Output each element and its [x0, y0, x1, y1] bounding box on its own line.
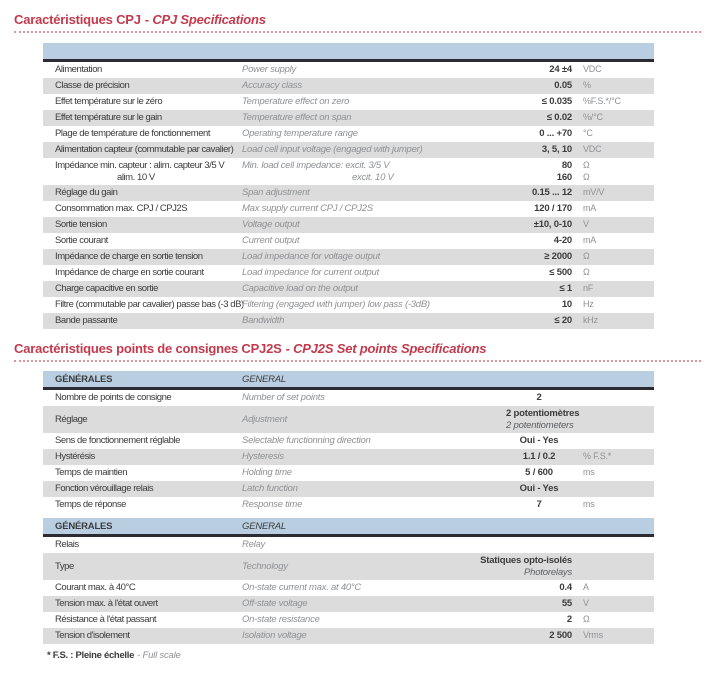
cell-line: 0 ... +70	[539, 128, 572, 140]
spec-cell-en	[242, 435, 460, 447]
spec-cell-fr	[55, 315, 242, 327]
cpj2s-setpoints-title	[14, 341, 701, 362]
spec-cell-val	[460, 614, 572, 626]
cell-line: Bande passante	[55, 315, 118, 327]
cell-line: 2 500	[549, 630, 572, 642]
cpj-specs-title	[14, 12, 701, 33]
header-label-en: GENERAL	[242, 373, 287, 385]
cell-line: ≤ 0.035	[541, 96, 572, 108]
cell-line: ms	[583, 467, 595, 478]
spec-cell-fr	[55, 483, 242, 495]
spec-cell-en	[242, 283, 460, 295]
cell-line: Vrms	[583, 630, 603, 641]
cell-line: 160	[556, 171, 572, 183]
spec-cell-unit	[572, 315, 638, 327]
spec-cell-unit	[572, 598, 638, 610]
spec-cell-fr	[55, 561, 242, 573]
spec-cell-unit	[572, 467, 638, 479]
cell-line: Technology	[242, 560, 288, 572]
cell-line: °C	[583, 128, 593, 139]
table-header-bar	[43, 371, 654, 390]
cell-line: 2	[536, 392, 542, 404]
cell-line: Fonction vérouillage relais	[55, 483, 154, 495]
cell-line: Relais	[55, 539, 79, 551]
spec-row	[43, 110, 654, 126]
cell-line: Holding time	[242, 467, 292, 479]
cell-line: excit. 10 V	[352, 171, 394, 183]
spec-cell-unit	[572, 499, 638, 511]
cell-line: 2 potentiomètres	[506, 408, 580, 419]
spec-row	[43, 233, 654, 249]
cell-line: V	[583, 219, 589, 230]
spec-row	[43, 580, 654, 596]
cell-line: Sens de fonctionnement réglable	[55, 435, 180, 447]
cell-line: Adjustment	[242, 413, 288, 425]
cell-line: Alimentation capteur (commutable par cavalier)	[55, 144, 234, 156]
spec-cell-en	[242, 392, 460, 404]
spec-cell-fr	[55, 283, 242, 295]
spec-row	[43, 628, 654, 644]
spec-cell-fr	[55, 598, 242, 610]
cell-line: Ω	[583, 160, 590, 170]
cell-line: On-state resistance	[242, 614, 320, 626]
spec-cell-fr	[55, 251, 242, 263]
spec-cell-unit	[572, 80, 638, 92]
cpj2s-setpoints-table	[43, 371, 654, 644]
spec-cell-val	[460, 582, 572, 594]
cell-line: ≥ 2000	[544, 251, 572, 263]
cell-line: 1.1 / 0.2	[522, 451, 556, 463]
cell-line: nF	[583, 283, 594, 294]
spec-cell-unit	[572, 614, 638, 626]
spec-cell-en	[242, 128, 460, 140]
spec-cell-val	[460, 80, 572, 92]
cell-line: 3, 5, 10	[541, 144, 572, 156]
spec-cell-en	[242, 235, 460, 247]
spec-cell-unit	[572, 251, 638, 263]
cell-line: Bandwidth	[242, 315, 285, 327]
cell-line: kHz	[583, 315, 598, 326]
spec-cell-val	[460, 112, 572, 124]
spec-row	[43, 265, 654, 281]
cell-line: Réglage	[55, 413, 88, 425]
cell-line: Oui - Yes	[519, 435, 559, 447]
spec-cell-fr	[55, 112, 242, 124]
table-header-bar	[43, 43, 654, 62]
spec-cell-en	[242, 614, 460, 626]
cell-line: Impédance min. capteur : alim. capteur 3/5 V	[55, 160, 225, 171]
full-scale-footnote	[47, 650, 709, 661]
cell-line: On-state current max. at 40°C	[242, 582, 362, 594]
spec-row	[43, 78, 654, 94]
spec-cell-unit	[572, 267, 638, 279]
spec-cell-val	[460, 451, 572, 463]
header-label-fr: GÉNÉRALES	[55, 373, 113, 385]
cell-line: Filtering (engaged with jumper) low pass (-3dB)	[242, 299, 430, 311]
spec-cell-en	[242, 64, 460, 76]
footnote-en: - Full scale	[137, 650, 181, 661]
spec-row	[43, 612, 654, 628]
spec-cell-val	[460, 630, 572, 642]
spec-cell-en	[242, 539, 460, 551]
cell-line: Min. load cell impedance: excit. 3/5 V	[242, 160, 390, 171]
cell-line: Ω	[583, 171, 590, 182]
cell-line: Selectable functionning direction	[242, 435, 371, 447]
cell-line: Operating temperature range	[242, 128, 358, 140]
spec-cell-unit	[572, 299, 638, 311]
cell-line: Temperature effect on zero	[242, 96, 350, 108]
spec-cell-fr	[55, 614, 242, 626]
spec-cell-en	[242, 187, 460, 199]
spec-cell-fr	[55, 467, 242, 479]
cell-line: Hystérésis	[55, 451, 95, 463]
cell-line: Load impedance for voltage output	[242, 251, 381, 263]
cell-line: mV/V	[583, 187, 605, 198]
spec-cell-val	[460, 483, 572, 495]
spec-cell-fr	[55, 203, 242, 215]
cell-line: Oui - Yes	[519, 483, 559, 495]
spec-cell-unit	[572, 630, 638, 642]
spec-cell-en	[242, 451, 460, 463]
spec-cell-unit	[572, 112, 638, 124]
cell-line: 2 potentiometers	[506, 419, 574, 431]
spec-cell-val	[460, 219, 572, 231]
spec-cell-fr	[55, 267, 242, 279]
spec-cell-fr	[55, 144, 242, 156]
spec-cell-val	[460, 128, 572, 140]
cell-line: %F.S.*/°C	[583, 96, 621, 107]
table-header-bar	[43, 518, 654, 537]
spec-cell-en	[242, 499, 460, 511]
cell-line: Plage de température de fonctionnement	[55, 128, 211, 140]
spec-cell-fr	[55, 435, 242, 447]
spec-cell-unit	[572, 64, 638, 76]
cell-line: 24 ±4	[549, 64, 572, 76]
spec-cell-fr	[55, 392, 242, 404]
spec-cell-val	[460, 408, 580, 431]
spec-cell-val	[460, 144, 572, 156]
spec-row	[43, 297, 654, 313]
spec-row	[43, 62, 654, 78]
cell-line: ±10, 0-10	[533, 219, 572, 231]
cell-line: Max supply current CPJ / CPJ2S	[242, 203, 373, 215]
cell-line: Courant max. à 40°C	[55, 582, 136, 594]
cell-line: Statiques opto-isolés	[480, 555, 572, 566]
spec-cell-val	[460, 267, 572, 279]
cell-line: 4-20	[553, 235, 572, 247]
spec-row	[43, 433, 654, 449]
spec-cell-en	[242, 299, 460, 311]
cell-line: Hysteresis	[242, 451, 284, 463]
cell-line: %	[583, 80, 591, 91]
cell-line: 55	[561, 598, 572, 610]
cell-line: ≤ 500	[549, 267, 572, 279]
cell-line: 120 / 170	[534, 203, 572, 215]
spec-row	[43, 94, 654, 110]
cell-line: Voltage output	[242, 219, 300, 231]
spec-row	[43, 126, 654, 142]
cell-line: Classe de précision	[55, 80, 130, 92]
spec-cell-en	[242, 203, 460, 215]
cell-line: ≤ 0.02	[546, 112, 572, 124]
cell-line: ms	[583, 499, 595, 510]
spec-cell-fr	[55, 235, 242, 247]
cell-line: Accuracy class	[242, 80, 302, 92]
cell-line: VDC	[583, 64, 602, 75]
cell-line: 0.05	[554, 80, 572, 92]
spec-row	[43, 465, 654, 481]
cell-line: Charge capacitive en sortie	[55, 283, 158, 295]
cell-line: 80	[561, 160, 572, 171]
cell-line: Nombre de points de consigne	[55, 392, 172, 404]
spec-cell-fr	[55, 451, 242, 463]
spec-cell-val	[460, 203, 572, 215]
cell-line: Tension max. à l'état ouvert	[55, 598, 158, 610]
cpj-specs-table	[43, 43, 654, 329]
cell-line: mA	[583, 235, 597, 246]
spec-row	[43, 281, 654, 297]
spec-cell-val	[460, 96, 572, 108]
cell-line: Impédance de charge en sortie tension	[55, 251, 203, 263]
cell-line: Number of set points	[242, 392, 325, 404]
footnote-fr: * F.S. : Pleine échelle	[47, 650, 135, 661]
spec-cell-val	[460, 467, 572, 479]
spec-cell-unit	[572, 144, 638, 156]
cell-line: alim. 10 V	[117, 171, 155, 183]
spec-cell-en	[242, 598, 460, 610]
spec-cell-en	[242, 251, 460, 263]
spec-row	[43, 406, 654, 433]
spec-cell-unit	[572, 203, 638, 215]
spec-cell-en	[242, 267, 460, 279]
spec-cell-unit	[572, 451, 638, 463]
cell-line: Photorelays	[524, 566, 572, 578]
spec-cell-fr	[55, 96, 242, 108]
spec-cell-val	[460, 315, 572, 327]
spec-cell-fr	[55, 219, 242, 231]
cell-line: V	[583, 598, 589, 609]
cell-line: Sortie courant	[55, 235, 108, 247]
spec-cell-val	[460, 160, 572, 183]
spec-cell-val	[460, 187, 572, 199]
cell-line: Impédance de charge en sortie courant	[55, 267, 204, 279]
spec-cell-en	[242, 582, 460, 594]
spec-cell-val	[460, 555, 572, 578]
spec-cell-val	[460, 499, 572, 511]
cell-line: Hz	[583, 299, 594, 310]
spec-cell-fr	[55, 582, 242, 594]
cell-line: Effet température sur le gain	[55, 112, 162, 124]
cell-line: Filtre (commutable par cavalier) passe bas (-3 dB)	[55, 299, 244, 311]
cpj2s-title-en: - CPJ2S Set points Specifications	[285, 341, 487, 356]
cell-line: Relay	[242, 539, 266, 551]
cell-line: 10	[561, 299, 572, 311]
spec-cell-fr	[55, 187, 242, 199]
cell-line: ≤ 20	[554, 315, 572, 327]
spec-row	[43, 185, 654, 201]
spec-cell-en	[242, 112, 460, 124]
spec-cell-en	[242, 483, 460, 495]
spec-cell-fr	[55, 64, 242, 76]
spec-row	[43, 537, 654, 553]
spec-cell-val	[460, 64, 572, 76]
spec-cell-en	[242, 561, 460, 573]
cell-line: Current output	[242, 235, 300, 247]
spec-row	[43, 142, 654, 158]
spec-cell-unit	[572, 219, 638, 231]
header-label-en: GENERAL	[242, 520, 287, 532]
cell-line: Consommation max. CPJ / CPJ2S	[55, 203, 188, 215]
spec-row	[43, 390, 654, 406]
spec-cell-fr	[55, 539, 242, 551]
cpj-title-en: - CPJ Specifications	[144, 12, 266, 27]
spec-cell-en	[242, 219, 460, 231]
cell-line: Latch function	[242, 483, 298, 495]
spec-cell-en	[242, 467, 460, 479]
spec-cell-val	[460, 283, 572, 295]
cell-line: 2	[566, 614, 572, 626]
cell-line: Response time	[242, 499, 303, 511]
cell-line: Sortie tension	[55, 219, 107, 231]
spec-row	[43, 217, 654, 233]
spec-row	[43, 249, 654, 265]
spec-cell-val	[460, 598, 572, 610]
cell-line: Span adjustment	[242, 187, 310, 199]
cell-line: Réglage du gain	[55, 187, 118, 199]
cell-line: Résistance à l'état passant	[55, 614, 157, 626]
cell-line: Temps de réponse	[55, 499, 126, 511]
spec-cell-en	[242, 414, 460, 426]
spec-cell-en	[242, 160, 460, 183]
cell-line: Off-state voltage	[242, 598, 308, 610]
spec-cell-unit	[572, 96, 638, 108]
cell-line: %/°C	[583, 112, 603, 123]
cell-line: Temps de maintien	[55, 467, 128, 479]
cpj-title-fr: Caractéristiques CPJ	[14, 12, 141, 27]
cell-line: Effet température sur le zéro	[55, 96, 163, 108]
cell-line: Ω	[583, 251, 590, 262]
spec-row	[43, 553, 654, 580]
spec-cell-fr	[55, 414, 242, 426]
spec-row	[43, 481, 654, 497]
spec-row	[43, 497, 654, 513]
spec-cell-fr	[55, 299, 242, 311]
spec-row	[43, 449, 654, 465]
cell-line: % F.S.*	[583, 451, 612, 462]
spec-cell-unit	[572, 160, 638, 183]
spec-cell-en	[242, 96, 460, 108]
spec-cell-unit	[572, 128, 638, 140]
cell-line: Ω	[583, 614, 590, 625]
spec-cell-fr	[55, 160, 242, 183]
cell-line: 0.15 ... 12	[531, 187, 572, 199]
cell-line: Temperature effect on span	[242, 112, 352, 124]
spec-cell-unit	[572, 582, 638, 594]
header-label-fr: GÉNÉRALES	[55, 520, 113, 532]
spec-cell-en	[242, 144, 460, 156]
spec-row	[43, 596, 654, 612]
spec-cell-val	[460, 435, 572, 447]
cell-line: Load impedance for current output	[242, 267, 379, 279]
cell-line: 5 / 600	[525, 467, 553, 479]
spec-cell-fr	[55, 499, 242, 511]
spec-cell-val	[460, 251, 572, 263]
spec-cell-fr	[55, 630, 242, 642]
spec-cell-unit	[572, 283, 638, 295]
cell-line: Alimentation	[55, 64, 102, 76]
spec-cell-en	[242, 315, 460, 327]
cell-line: 0.4	[559, 582, 572, 594]
spec-cell-unit	[572, 235, 638, 247]
spec-cell-fr	[55, 128, 242, 140]
cell-line: Power supply	[242, 64, 297, 76]
cell-line: mA	[583, 203, 597, 214]
cell-line: Tension d'isolement	[55, 630, 130, 642]
cell-line: Capacitive load on the output	[242, 283, 358, 295]
spec-cell-val	[460, 299, 572, 311]
spec-cell-val	[460, 235, 572, 247]
cell-line: VDC	[583, 144, 602, 155]
spec-cell-en	[242, 80, 460, 92]
spec-row	[43, 158, 654, 185]
spec-row	[43, 201, 654, 217]
cell-line: A	[583, 582, 589, 593]
spec-cell-fr	[55, 80, 242, 92]
cell-line: Isolation voltage	[242, 630, 307, 642]
spec-row	[43, 313, 654, 329]
spec-cell-val	[460, 392, 572, 404]
cell-line: Ω	[583, 267, 590, 278]
spec-cell-en	[242, 630, 460, 642]
spec-cell-unit	[572, 187, 638, 199]
cell-line: ≤ 1	[559, 283, 572, 295]
cell-line: Type	[55, 560, 74, 572]
cell-line: Load cell input voltage (engaged with jumper)	[242, 144, 423, 156]
cell-line: 7	[536, 499, 542, 511]
cpj2s-title-fr: Caractéristiques points de consignes CPJ2S	[14, 341, 282, 356]
